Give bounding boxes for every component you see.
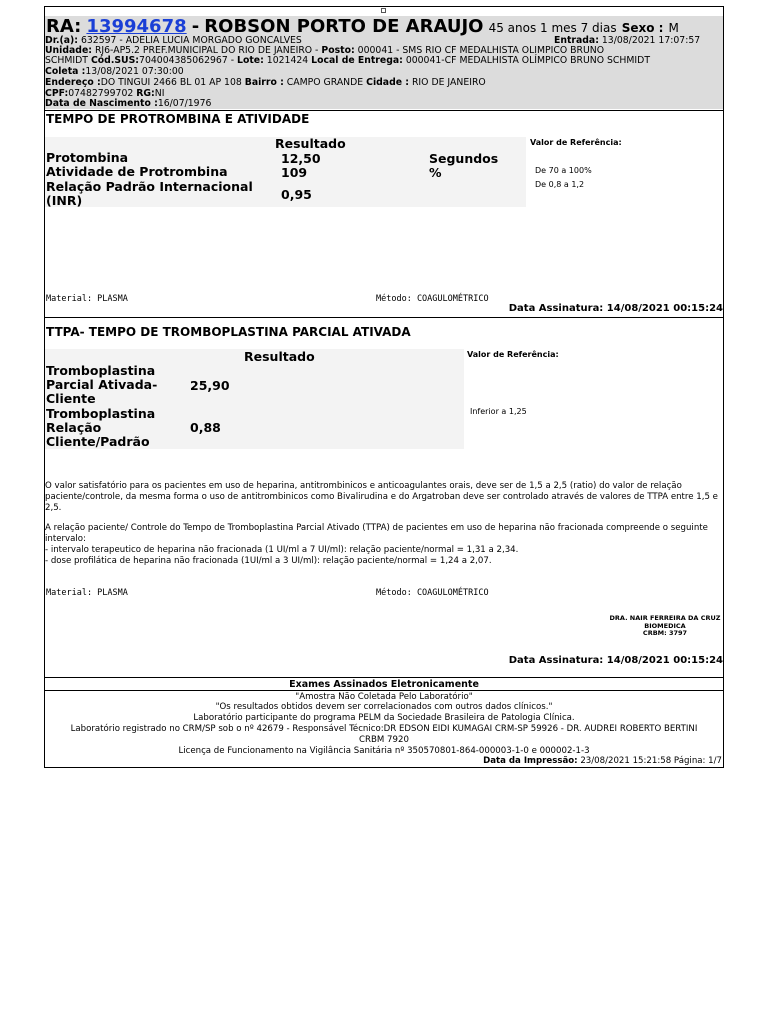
prothrombin-activity-ref: De 70 a 100% — [535, 166, 592, 175]
post-label: Posto: — [321, 45, 355, 56]
city-value: RIO DE JANEIRO — [411, 77, 486, 88]
sus-line — [45, 56, 650, 66]
district-label: Bairro : — [244, 77, 284, 88]
sus-label: Cód.SUS: — [90, 55, 140, 66]
entry-value: 13/08/2021 17:07:57 — [601, 35, 701, 46]
section2-title: TTPA- TEMPO DE TROMBOPLASTINA PARCIAL ATIVADA — [46, 325, 411, 339]
collection-value: 13/08/2021 07:30:00 — [85, 66, 184, 77]
divider — [45, 317, 723, 318]
prothrombin-activity-value: 109 — [281, 165, 308, 180]
prothrombin-label: Protombina — [46, 150, 129, 165]
ra-line — [46, 16, 679, 37]
cpf-value: 07482799702 — [68, 88, 134, 99]
section1-title: TEMPO DE PROTROMBINA E ATIVIDADE — [46, 112, 310, 126]
print-value: 23/08/2021 15:21:58 Página: 1/7 — [580, 756, 722, 766]
prothrombin-activity-unit: % — [429, 165, 442, 180]
ttpa-client-value: 25,90 — [190, 378, 230, 393]
section2-material: Material: PLASMA — [46, 588, 128, 598]
cpf-label: CPF: — [45, 88, 69, 99]
ttpa-ratio-ref: Inferior a 1,25 — [470, 407, 527, 416]
inr-ref: De 0,8 a 1,2 — [535, 180, 585, 189]
section2-result-header: Resultado — [244, 349, 315, 364]
ttpa-ratio-label: Tromboplastina Relação Cliente/Padrão — [46, 406, 156, 449]
ttpa-ratio-value: 0,88 — [190, 420, 221, 435]
section1-result-header: Resultado — [275, 136, 346, 151]
footer-line4: Laboratório registrado no CRM/SP sob o nº 42679 - Responsável Técnico:DR EDSON EIDI KUMAGAI CRM-SP 59926 - DR. AUDREI ROBERTO BERTINI CRBM 7920 — [70, 724, 698, 745]
birth-line — [45, 99, 211, 109]
sus-value: 704004385062967 - — [139, 55, 235, 66]
birth-value: 16/07/1976 — [157, 98, 212, 109]
collection-line — [45, 67, 184, 77]
footer-line3: Laboratório participante do programa PELM da Sociedade Brasileira de Patologia Clínica. — [193, 713, 575, 723]
patient-name: ROBSON PORTO DE ARAUJO — [204, 16, 484, 37]
footer-title: Exames Assinados Eletronicamente — [289, 679, 479, 690]
patient-header — [45, 16, 723, 109]
unit-line2: SCHMIDT — [45, 55, 88, 66]
address-line — [45, 78, 486, 88]
prothrombin-unit: Segundos — [429, 151, 499, 166]
sex-label: Sexo : — [621, 21, 664, 35]
inr-label: Relação Padrão Internacional (INR) — [46, 179, 253, 208]
prothrombin-activity-label: Atividade de Protrombina — [46, 164, 228, 179]
unit-value: RJ6-AP5.2 PREF.MUNICIPAL DO RIO DE JANEIRO - — [94, 45, 319, 56]
patient-age: 45 anos 1 mes 7 dias — [488, 21, 617, 35]
section2-ref-header: Valor de Referência: — [467, 350, 559, 359]
section1-signature-date: Data Assinatura: 14/08/2021 00:15:24 — [508, 303, 723, 314]
section2-signature-date: Data Assinatura: 14/08/2021 00:15:24 — [508, 655, 723, 666]
city-label: Cidade : — [366, 77, 409, 88]
signer-role: BIOMEDICA — [644, 621, 686, 630]
divider — [45, 110, 723, 111]
divider — [45, 690, 723, 691]
ra-number-link[interactable]: 13994678 — [86, 16, 187, 37]
ra-label: RA: — [46, 16, 82, 37]
section1-method: Método: COAGULOMÉTRICO — [376, 294, 489, 304]
ttpa-interval-paragraph: A relação paciente/ Controle do Tempo de Tromboplastina Parcial Ativado (TTPA) de pacientes em uso de heparina não fracionada compreende o seguinte intervalo: — [45, 523, 708, 544]
signer-block — [560, 615, 768, 638]
section2-method: Método: COAGULOMÉTRICO — [376, 588, 489, 598]
ttpa-note-paragraph: O valor satisfatório para os pacientes em uso de heparina, antitrombinicos e anticoagulantes orais, deve ser de 1,5 a 2,5 (ratio) do valor de relação paciente/controle, da mesma forma o uso de antitrombinicos como Bivalirudina e do Argatroban deve ser controlado através de valores de TTPA entre 1,5 e 2,5. — [45, 481, 718, 513]
address-value: DO TINGUI 2466 BL 01 AP 108 — [100, 77, 242, 88]
ttpa-bullet-therapeutic: - intervalo terapeutico de heparina não fracionada (1 UI/ml a 7 UI/ml): relação paciente/normal = 1,31 a 2,34. — [45, 545, 519, 555]
signer-name: DRA. NAIR FERREIRA DA CRUZ — [609, 614, 721, 622]
ra-separator: - — [191, 16, 200, 37]
inr-value: 0,95 — [281, 187, 312, 202]
ttpa-bullet-prophylactic: - dose profilática de heparina não fracionada (1UI/ml a 3 UI/ml): relação paciente/normal = 1,24 a 2,07. — [45, 556, 492, 566]
print-date-line — [483, 756, 722, 766]
post-value: 000041 - SMS RIO CF MEDALHISTA OLIMPICO BRUNO — [357, 45, 605, 56]
prothrombin-value: 12,50 — [281, 151, 321, 166]
divider — [45, 677, 723, 678]
delivery-label: Local de Entrega: — [311, 55, 403, 66]
signer-registration: CRBM: 3797 — [642, 629, 688, 637]
doctor-value: 632597 - ADELIA LUCIA MORGADO GONCALVES — [80, 35, 302, 46]
section1-ref-header: Valor de Referência: — [530, 138, 622, 147]
footer-line5: Licença de Funcionamento na Vigilância Sanitária nº 350570801-864-000003-1-0 e 000002-1-3 — [178, 746, 590, 756]
sex-value: M — [668, 21, 679, 35]
print-label: Data da Impressão: — [483, 756, 578, 766]
lot-label: Lote: — [237, 55, 264, 66]
rg-value: NI — [154, 88, 165, 99]
collection-label: Coleta : — [45, 66, 86, 77]
ttpa-client-label: Tromboplastina Parcial Ativada-Cliente — [46, 363, 158, 406]
lot-value: 1021424 — [266, 55, 309, 66]
doctor-label: Dr.(a): — [45, 35, 78, 46]
address-label: Endereço : — [45, 77, 101, 88]
birth-label: Data de Nascimento : — [45, 98, 158, 109]
entry-label: Entrada: — [554, 35, 599, 46]
delivery-value: 000041-CF MEDALHISTA OLÍMPICO BRUNO SCHMIDT — [405, 55, 651, 66]
footer-line2: "Os resultados obtidos devem ser correlacionados com outros dados clínicos." — [215, 702, 553, 712]
section1-material: Material: PLASMA — [46, 294, 128, 304]
rg-label: RG: — [136, 88, 155, 99]
district-value: CAMPO GRANDE — [286, 77, 364, 88]
unit-label: Unidade: — [45, 45, 92, 56]
footer-line1: "Amostra Não Coletada Pelo Laboratório" — [295, 692, 473, 702]
